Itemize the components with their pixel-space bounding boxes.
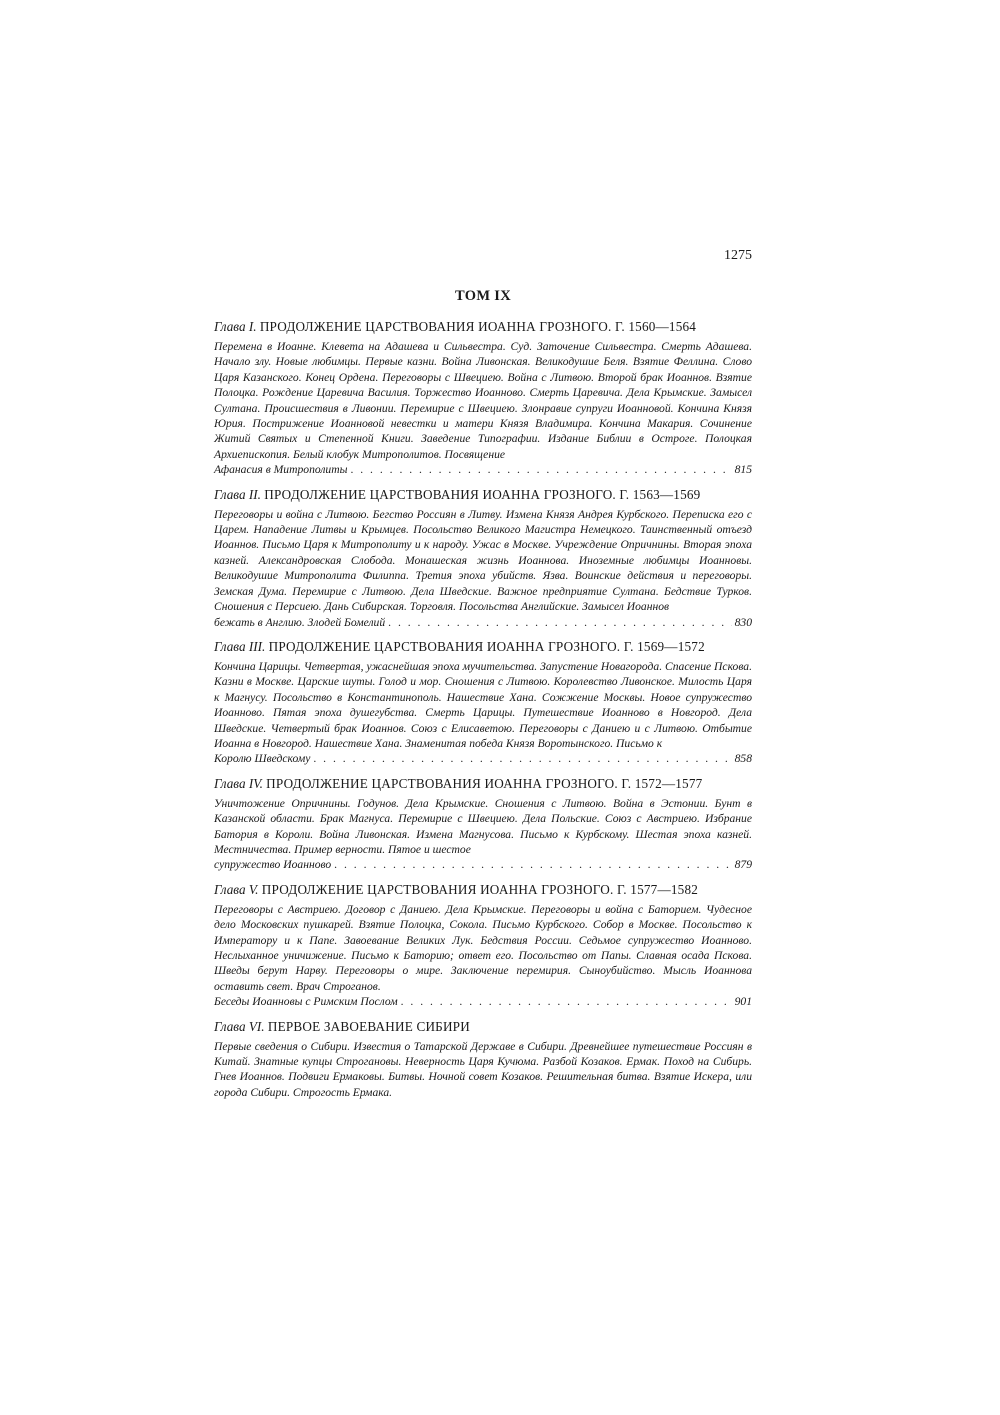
- chapter-label: Глава II.: [214, 486, 261, 502]
- chapter-summary-end: Беседы Иоанновы с Римским Послом: [214, 995, 398, 1009]
- chapter-heading: [214, 486, 752, 503]
- table-of-contents: [214, 288, 752, 1108]
- chapter-entry: [214, 881, 752, 1010]
- chapter-page-ref: 879: [734, 858, 752, 872]
- chapter-summary-last-line: [214, 994, 752, 1009]
- chapter-title: ПРОДОЛЖЕНИЕ ЦАРСТВОВАНИЯ ИОАННА ГРОЗНОГО. Г. 1577—1582: [261, 881, 699, 897]
- chapter-entry: [214, 1018, 752, 1101]
- chapter-label: Глава IV.: [214, 775, 263, 791]
- chapter-summary-last-line: [214, 751, 752, 766]
- dot-leader: [350, 462, 731, 477]
- chapter-summary-last-line: [214, 615, 752, 630]
- chapter-page-ref: 858: [734, 752, 752, 766]
- chapter-label: Глава I.: [214, 319, 257, 334]
- page-number: 1275: [724, 248, 752, 263]
- chapter-summary-last-line: [214, 462, 752, 477]
- chapter-heading: [214, 318, 752, 335]
- chapter-summary-text: Переговоры с Австриею. Договор с Даниею. Дела Крымские. Переговоры и война с Баторием. Чудесное дело Московских пушкарей. Взятие Полоцка, Сокола. Письмо Курбского. Собор в Москве. Посольство к Императору и к Папе. Завоевание Великих Лук. Бедствия России. Седьмое супружество Иоанново. Неслыханное уничижение. Письмо к Баторию; ответ его. Посольство от Папы. Славная осада Пскова. Шведы берут Нарву. Переговоры о мире. Заключение перемирия. Сыноубийство. Мысль Иоаннова оставить свет. Врач Строганов.: [214, 902, 752, 993]
- chapter-title: ПРОДОЛЖЕНИЕ ЦАРСТВОВАНИЯ ИОАННА ГРОЗНОГО. Г. 1563—1569: [264, 486, 701, 502]
- chapter-summary-text: Первые сведения о Сибири. Известия о Татарской Державе в Сибири. Древнейшее путешествие Россиян в Китай. Знатные купцы Строгановы. Неверность Царя Кучюма. Разбой Козаков. Ермак. Поход на Сибирь. Гнев Иоаннов. Подвиги Ермаковы. Битвы. Ночной совет Козаков. Решительная битва. Взятие Искера, или города Сибири. Строгость Ермака.: [214, 1039, 752, 1099]
- chapter-entry: [214, 486, 752, 630]
- volume-title: ТОМ IX: [455, 288, 511, 304]
- dot-leader: [401, 994, 732, 1009]
- dot-leader: [313, 751, 731, 766]
- chapter-page-ref: 815: [734, 463, 752, 477]
- dot-leader: [388, 615, 731, 630]
- chapter-summary-text: Переговоры и война с Литвою. Бегство Россиян в Литву. Измена Князя Андрея Курбского. Переписка его с Царем. Нападение Литвы и Крымцев. Посольство Великого Магистра Немецкого. Таинственный отъезд Иоаннов. Письмо Царя к Митрополиту и к народу. Ужас в Москве. Учреждение Опричнины. Вторая эпоха казней. Александровская Слобода. Монашеская жизнь Иоаннова. Иноземные любимцы Иоанновы. Великодушие Митрополита Филиппа. Третия эпоха убийств. Язва. Воинские действия и переговоры. Земская Дума. Перемирие с Литвою. Дела Шведские. Важное предприятие Султана. Бедствие Турков. Сношения с Персиею. Дань Сибирская. Торговля. Посольства Английские. Замысел Иоаннов: [214, 507, 752, 614]
- chapter-summary: [214, 507, 752, 630]
- chapter-summary: [214, 659, 752, 767]
- chapter-label: Глава VI.: [214, 1018, 265, 1034]
- chapter-summary: [214, 339, 752, 478]
- chapter-title: ПРОДОЛЖЕНИЕ ЦАРСТВОВАНИЯ ИОАННА ГРОЗНОГО. Г. 1569—1572: [268, 638, 705, 654]
- chapter-page-ref: 830: [734, 615, 752, 629]
- chapter-title: ПРОДОЛЖЕНИЕ ЦАРСТВОВАНИЯ ИОАННА ГРОЗНОГО. Г. 1560—1564: [259, 319, 697, 334]
- chapter-heading: [214, 1018, 752, 1035]
- chapter-label: Глава V.: [214, 881, 259, 897]
- chapter-heading: [214, 881, 752, 898]
- chapter-summary: [214, 902, 752, 1010]
- dot-leader: [334, 857, 731, 872]
- chapter-summary-end: Королю Шведскому: [214, 752, 311, 766]
- chapter-label: Глава III.: [214, 638, 266, 654]
- chapter-summary: [214, 796, 752, 873]
- chapter-summary-end: супружество Иоанново: [214, 858, 332, 872]
- chapter-summary-text: Перемена в Иоанне. Клевета на Адашева и Сильвестра. Суд. Заточение Сильвестра. Смерть Адашева. Начало злу. Новые любимцы. Первые казни. Война Ливонская. Великодушие Беля. Взятие Феллина. Слово Царя Казанского. Конец Ордена. Переговоры с Швециею. Война с Литвою. Второй брак Иоаннов. Взятие Полоцка. Рождение Царевича Василия. Торжество Иоанново. Смерть Царевича. Дела Крымские. Замысел Султана. Происшествия в Ливонии. Перемирие с Швециею. Злонравие супруги Иоанновой. Кончина Князя Юрия. Пострижение Иоанновой невестки и матери Князя Владимира. Кончина Макария. Сочинение Житий Святых и Степенной Книги. Заведение Типографии. Издание Библии в Остроге. Полоцкая Архиепископия. Белый клобук Митрополитов. Посвящение: [214, 340, 752, 461]
- chapter-title: ПЕРВОЕ ЗАВОЕВАНИЕ СИБИРИ: [267, 1018, 470, 1034]
- chapter-summary: [214, 1039, 752, 1101]
- chapter-heading: [214, 638, 752, 655]
- chapter-summary-text: Кончина Царицы. Четвертая, ужаснейшая эпоха мучительства. Запустение Новагорода. Спасение Пскова. Казни в Москве. Царские шуты. Голод и мор. Сношения с Литвою. Королевство Ливонское. Милость Царя к Магнусу. Посольство в Константинополь. Нашествие Хана. Сожжение Москвы. Новое супружество Иоанново. Пятая эпоха душегубства. Смерть Царицы. Путешествие Иоанново в Новгород. Дела Шведские. Четвертый брак Иоаннов. Союз с Елисаветою. Переговоры с Даниею и с Литвою. Отбытие Иоанна в Новгород. Нашествие Хана. Знаменитая победа Князя Воротынского. Письмо к: [214, 659, 752, 750]
- chapter-entry: [214, 638, 752, 767]
- chapter-page-ref: 901: [734, 995, 752, 1009]
- chapter-heading: [214, 775, 752, 792]
- chapter-entry: [214, 775, 752, 873]
- chapter-summary-end: Афанасия в Митрополиты: [214, 463, 348, 477]
- chapter-entry: [214, 318, 752, 478]
- chapter-summary-text: Уничтожение Опричнины. Годунов. Дела Крымские. Сношения с Литвою. Война в Эстонии. Бунт в Казанской области. Брак Магнуса. Перемирие с Швециею. Дела Польские. Союз с Австриею. Избрание Батория в Короли. Война Ливонская. Измена Магнусова. Письмо к Курбскому. Шестая эпоха казней. Местничества. Пример верности. Пятое и шестое: [214, 796, 752, 856]
- chapter-summary-end: бежать в Англию. Злодей Бомелий: [214, 615, 386, 629]
- chapter-title: ПРОДОЛЖЕНИЕ ЦАРСТВОВАНИЯ ИОАННА ГРОЗНОГО. Г. 1572—1577: [266, 775, 703, 791]
- chapter-summary-last-line: [214, 857, 752, 872]
